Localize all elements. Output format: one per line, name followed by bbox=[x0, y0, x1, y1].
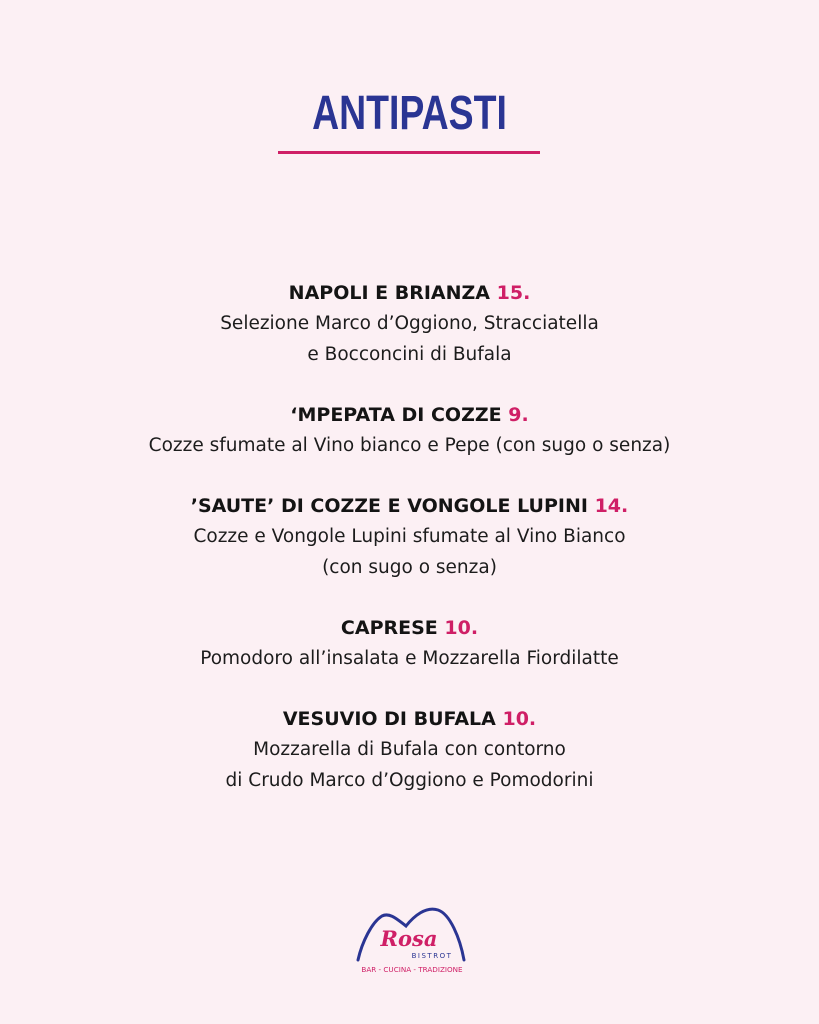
item-heading bbox=[0, 491, 819, 521]
item-description-line: Mozzarella di Bufala con contorno bbox=[253, 739, 566, 760]
item-name: CAPRESE bbox=[340, 617, 438, 639]
item-description-line: Pomodoro all’insalata e Mozzarella Fiordilatte bbox=[200, 648, 619, 669]
item-heading bbox=[0, 400, 819, 430]
item-description-line: e Bocconcini di Bufala bbox=[307, 344, 512, 365]
item-description-line: (con sugo o senza) bbox=[322, 557, 497, 578]
menu-item-caprese bbox=[0, 613, 819, 674]
item-name: VESUVIO DI BUFALA bbox=[282, 708, 496, 730]
menu-item-saute-di-cozze bbox=[0, 491, 819, 583]
logo-tagline-text: BAR - CUCINA - TRADIZIONE bbox=[361, 965, 463, 974]
item-price: 10. bbox=[502, 708, 537, 730]
item-name: ’SAUTE’ DI COZZE E VONGOLE LUPINI bbox=[190, 495, 588, 517]
rosa-bistrot-logo bbox=[354, 904, 470, 980]
item-price: 10. bbox=[444, 617, 479, 639]
item-heading bbox=[0, 278, 819, 308]
logo-subtitle-text: BISTROT bbox=[411, 952, 453, 960]
item-description-line: di Crudo Marco d’Oggiono e Pomodorini bbox=[225, 770, 594, 791]
title-underline bbox=[278, 151, 540, 154]
item-name: ‘MPEPATA DI COZZE bbox=[290, 404, 502, 426]
item-description-line: Cozze e Vongole Lupini sfumate al Vino Bianco bbox=[193, 526, 626, 547]
item-heading bbox=[0, 704, 819, 734]
item-price: 14. bbox=[594, 495, 629, 517]
item-heading bbox=[0, 613, 819, 643]
item-description-line: Selezione Marco d’Oggiono, Stracciatella bbox=[220, 313, 599, 334]
item-price: 9. bbox=[508, 404, 529, 426]
menu-item-mpepata-di-cozze bbox=[0, 400, 819, 461]
menu-list bbox=[0, 278, 819, 826]
menu-item-vesuvio-di-bufala bbox=[0, 704, 819, 796]
item-description-line: Cozze sfumate al Vino bianco e Pepe (con sugo o senza) bbox=[148, 435, 671, 456]
item-price: 15. bbox=[496, 282, 531, 304]
section-title: ANTIPASTI bbox=[312, 87, 507, 140]
menu-item-napoli-e-brianza bbox=[0, 278, 819, 370]
logo-brand-text: Rosa bbox=[380, 926, 438, 951]
item-name: NAPOLI E BRIANZA bbox=[288, 282, 491, 304]
